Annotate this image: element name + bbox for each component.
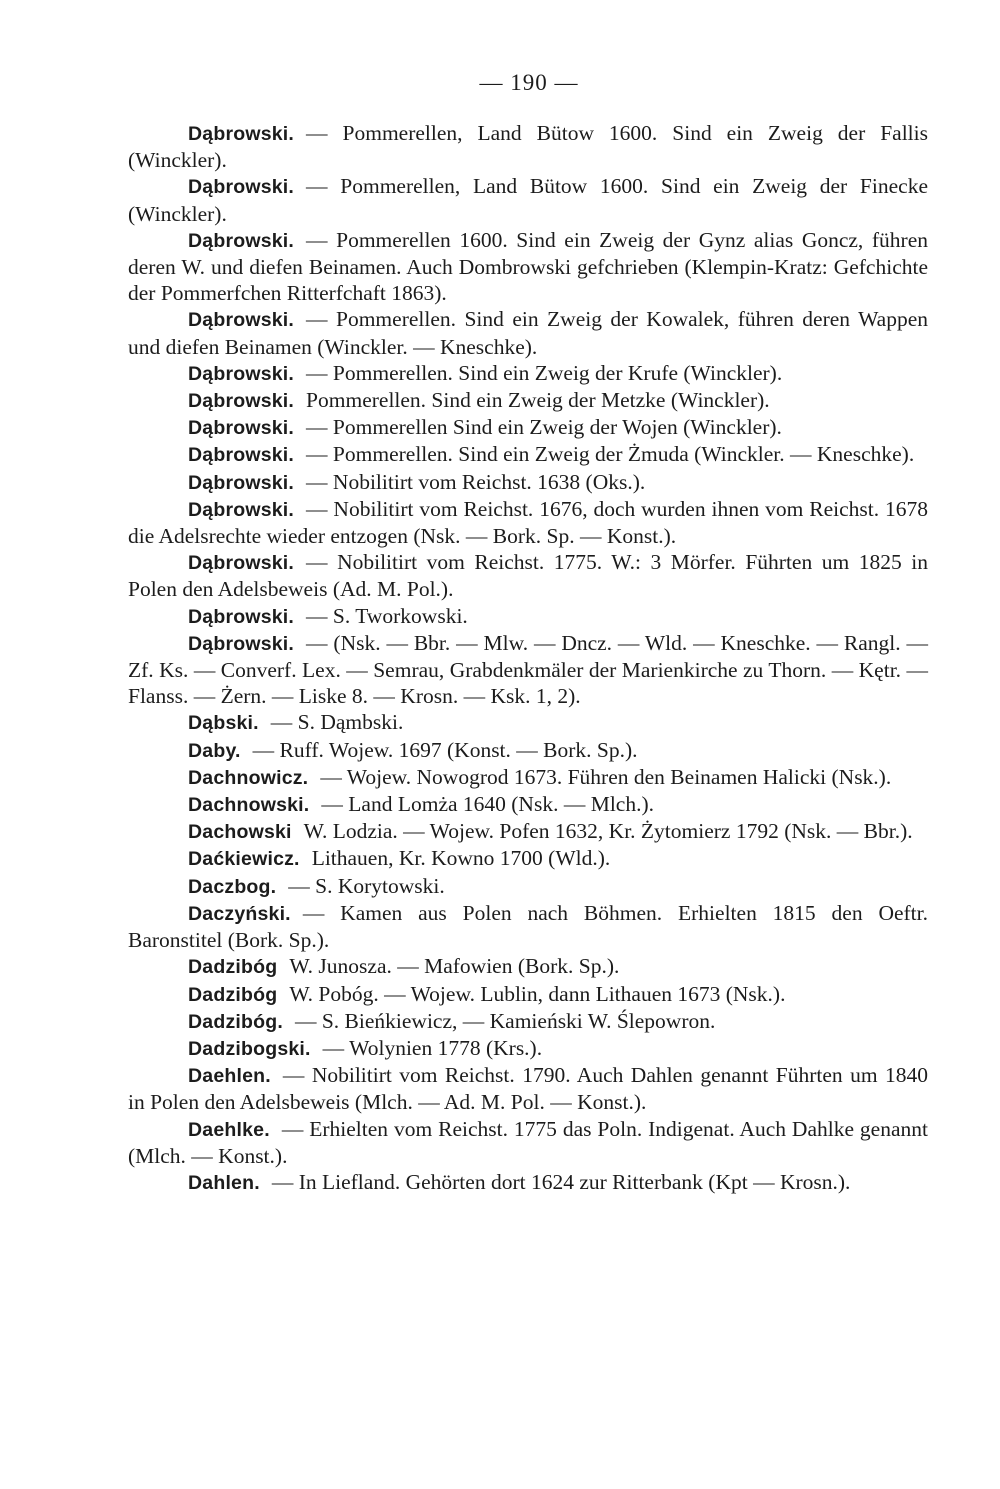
entry-text: — S. Bieńkiewicz, — Kamieński W. Ślepowron. (294, 1008, 716, 1033)
entry (128, 818, 928, 845)
entry-name: Daehlen. (188, 1065, 271, 1088)
entry-name: Dadzibóg (188, 983, 278, 1006)
entry-name: Dąbrowski. (188, 176, 295, 199)
entry-text: W. Junosza. — Mafowien (Bork. Sp.). (289, 954, 620, 979)
entry (128, 873, 928, 900)
entry-name: Dahlen. (188, 1171, 260, 1194)
entry-name: Dachowski (188, 821, 292, 844)
entry-text: — Wolynien 1778 (Krs.). (322, 1035, 543, 1060)
entry-name: Dąbski. (188, 712, 259, 735)
entry-text: — S. Tworkowski. (306, 603, 468, 628)
entry-name: Daehlke. (188, 1118, 270, 1141)
entry-name: Dadzibogski. (188, 1037, 311, 1060)
entry-text: — Pommerellen 1600. Sind ein Zweig der Gynz alias Goncz, führen deren W. und diefen Beinamen. Auch Dombrowski gefchrieben (Klempin-Kratz: Gefchichte der Pommerfchen Ritterfchaft 1863). (128, 227, 928, 306)
entry (128, 1169, 928, 1196)
entry (128, 791, 928, 818)
entry (128, 1008, 928, 1035)
entry (128, 1035, 928, 1062)
entry-name: Dąbrowski. (188, 498, 295, 521)
entry (128, 227, 928, 307)
entry-name: Dąbrowski. (188, 471, 295, 494)
entry-text: — Pommerellen, Land Bütow 1600. Sind ein Zweig der Fallis (Winckler). (128, 121, 928, 173)
entry-text: Lithauen, Kr. Kowno 1700 (Wld.). (311, 846, 611, 871)
entry-text: W. Pobóg. — Wojew. Lublin, dann Lithauen 1673 (Nsk.). (289, 981, 786, 1006)
entry-name: Dąbrowski. (188, 444, 295, 467)
page-number: — 190 — (479, 70, 579, 95)
entry-text: — Pommerellen Sind ein Zweig der Wojen (Winckler). (306, 415, 782, 440)
entry (128, 953, 928, 980)
entry-text: — Land Lomża 1640 (Nsk. — Mlch.). (321, 792, 654, 817)
entry-name: Dąbrowski. (188, 417, 295, 440)
entry-name: Dadzibóg (188, 956, 278, 979)
entry (128, 441, 928, 468)
entry-text: — Nobilitirt vom Reichst. 1676, doch wurden ihnen vom Reichst. 1678 die Adelsrechte wieder entzogen (Nsk. — Bork. Sp. — Konst.). (128, 496, 928, 549)
entry-text: — Erhielten vom Reichst. 1775 das Poln. Indigenat. Auch Dahlke genannt (Mlch. — Konst.). (128, 1116, 928, 1168)
entry-text: — Nobilitirt vom Reichst. 1638 (Oks.). (306, 469, 646, 494)
entry-text: W. Lodzia. — Wojew. Pofen 1632, Kr. Żytomierz 1792 (Nsk. — Bbr.). (303, 819, 913, 844)
entry-name: Dąbrowski. (188, 309, 295, 332)
entry-name: Dadzibóg. (188, 1010, 283, 1033)
entry (128, 630, 928, 710)
entry (128, 414, 928, 441)
entry-name: Dąbrowski. (188, 605, 295, 628)
entry-name: Dąbrowski. (188, 362, 295, 385)
entry-text: — Pommerellen. Sind ein Zweig der Żmuda (Winckler. — Kneschke). (306, 442, 915, 467)
entry-name: Dąbrowski. (188, 552, 295, 575)
entry-text: — Kamen aus Polen nach Böhmen. Erhielten 1815 den Oeftr. Baronstitel (Bork. Sp.). (128, 900, 928, 953)
entry-text: — In Liefland. Gehörten dort 1624 zur Ritterbank (Kpt — Krosn.). (271, 1169, 851, 1194)
entry (128, 900, 928, 953)
entry-text: — Ruff. Wojew. 1697 (Konst. — Bork. Sp.). (252, 737, 638, 762)
entry-name: Dachnowski. (188, 794, 310, 817)
entry-text: — (Nsk. — Bbr. — Mlw. — Dncz. — Wld. — Kneschke. — Rangl. — Zf. Ks. — Converf. Lex. — Semrau, Grabdenkmäler der Marienkirche zu Thorn. — Kętr. — Flanss. — Żern. — Liske 8. — Krosn. — Ksk. 1, 2). (128, 630, 928, 709)
entry (128, 737, 928, 764)
entry-name: Dąbrowski. (188, 632, 295, 655)
entry (128, 306, 928, 359)
entry-name: Dąbrowski. (188, 123, 295, 145)
entry-name: Daczyński. (188, 902, 291, 925)
entry-name: Daby. (188, 739, 241, 762)
entry-text: — S. Korytowski. (288, 873, 445, 898)
entry (128, 1116, 928, 1169)
entry (128, 496, 928, 549)
entry (128, 549, 928, 602)
entry (128, 120, 928, 173)
entry (128, 764, 928, 791)
entry-name: Dąbrowski. (188, 229, 295, 252)
entry (128, 709, 928, 736)
entry (128, 603, 928, 630)
entry-text: — Nobilitirt vom Reichst. 1775. W.: 3 Mörfer. Führten um 1825 in Polen den Adelsbeweis (Ad. M. Pol.). (128, 550, 928, 602)
entry-text: — Pommerellen. Sind ein Zweig der Krufe (Winckler). (306, 360, 783, 385)
entry (128, 1062, 928, 1115)
entry-name: Dachnowicz. (188, 766, 309, 789)
entry-name: Daczbog. (188, 875, 277, 898)
entry-text: Pommerellen. Sind ein Zweig der Metzke (Winckler). (306, 388, 770, 413)
entry (128, 173, 928, 226)
entry-text: — Pommerellen. Sind ein Zweig der Kowalek, führen deren Wappen und diefen Beinamen (Winckler. — Kneschke). (128, 307, 928, 359)
entry (128, 845, 928, 872)
entry-text: — S. Dąmbski. (270, 710, 404, 735)
entry-list (128, 120, 928, 1196)
entry (128, 387, 928, 414)
entry (128, 981, 928, 1008)
entry (128, 360, 928, 387)
entry (128, 469, 928, 496)
entry-text: — Nobilitirt vom Reichst. 1790. Auch Dahlen genannt Führten um 1840 in Polen den Adelsbeweis (Mlch. — Ad. M. Pol. — Konst.). (128, 1063, 928, 1115)
entry-text: — Pommerellen, Land Bütow 1600. Sind ein Zweig der Finecke (Winckler). (128, 174, 928, 226)
entry-name: Daćkiewicz. (188, 848, 300, 871)
entry-text: — Wojew. Nowogrod 1673. Führen den Beinamen Halicki (Nsk.). (320, 764, 892, 789)
entry-name: Dąbrowski. (188, 390, 295, 413)
